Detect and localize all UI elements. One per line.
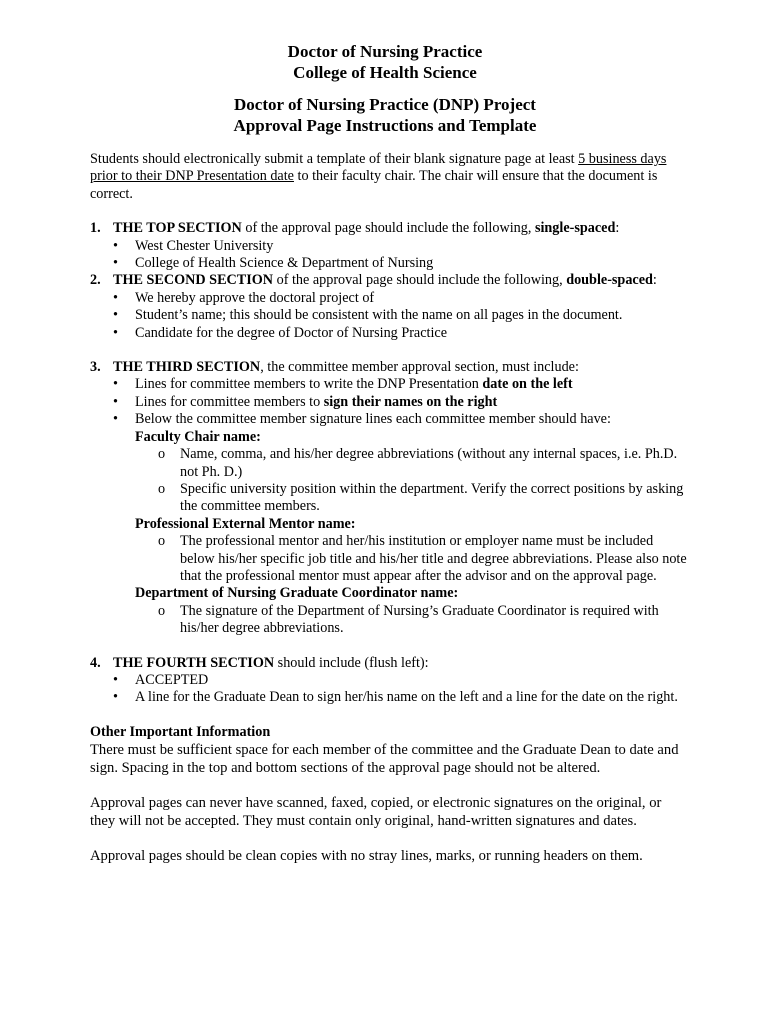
- section-number: 3.: [90, 359, 101, 376]
- college-name: College of Health Science: [293, 63, 477, 82]
- item-text: Lines for committee members to: [135, 393, 324, 410]
- intro-text: Students should electronically submit a template of their blank signature page at least: [90, 151, 579, 167]
- section-heading: THE SECOND SECTION: [113, 272, 274, 289]
- list-item: • Candidate for the degree of Doctor of Nursing Practice: [90, 325, 690, 342]
- title-line-2: Approval Page Instructions and Template: [233, 116, 537, 135]
- sub-list-item: o Specific university position within the department. Verify the correct positions by asking the committee members.: [90, 481, 690, 516]
- section-text: should include (flush left):: [274, 654, 429, 671]
- section-4: [90, 655, 690, 672]
- deadline-underlined: 5 business days prior to their DNP Presentation date: [90, 151, 667, 185]
- section-2-bullets: [90, 290, 690, 342]
- clean-copy-paragraph: Approval pages should be clean copies with no stray lines, marks, or running headers on them.: [90, 848, 643, 865]
- section-1: [90, 220, 690, 237]
- other-info-heading: Other Important Information: [90, 723, 271, 740]
- section-number: 1.: [90, 220, 101, 237]
- sub-list-item: o The professional mentor and her/his institution or employer name must be included below his/her specific job title and his/her title and degree abbreviations. Please also note that the professional mentor must appear after the advisor and on the approval page.: [90, 533, 690, 585]
- title-line-1: Doctor of Nursing Practice (DNP) Project: [234, 95, 536, 114]
- program-name: Doctor of Nursing Practice: [287, 42, 483, 61]
- section-3-bullets: [90, 376, 690, 428]
- list-item: • We hereby approve the doctoral project of: [90, 290, 690, 307]
- signature-rules-paragraph: Approval pages can never have scanned, faxed, copied, or electronic signatures on the original, or they will not be accepted. They must contain only original, hand-written signatures and dates.: [90, 795, 662, 830]
- section-tail: :: [615, 220, 620, 237]
- spacer: [90, 707, 690, 724]
- external-mentor-items: [90, 533, 690, 585]
- intro-text-end: to their faculty chair. The chair will ensure that the document is correct.: [90, 168, 658, 202]
- sub-list-item: o The signature of the Department of Nursing’s Graduate Coordinator is required with his/her degree abbreviations.: [90, 603, 690, 638]
- external-mentor-heading: Professional External Mentor name:: [135, 515, 356, 532]
- item-emphasis: sign their names on the right: [323, 393, 498, 410]
- list-item: [90, 376, 690, 393]
- section-3: [90, 359, 690, 376]
- list-item: [90, 394, 690, 411]
- list-item: • A line for the Graduate Dean to sign her/his name on the left and a line for the date on the right.: [90, 689, 690, 706]
- intro-paragraph: [90, 151, 690, 203]
- section-number: 4.: [90, 654, 101, 671]
- list-item: • ACCEPTED: [90, 672, 690, 689]
- section-heading: THE FOURTH SECTION: [113, 654, 275, 671]
- spacer: [90, 342, 690, 359]
- section-number: 2.: [90, 272, 101, 289]
- section-4-bullets: [90, 672, 690, 707]
- section-heading: THE TOP SECTION: [113, 220, 242, 237]
- section-2: [90, 272, 690, 289]
- item-text: Lines for committee members to write the DNP Presentation: [135, 376, 483, 393]
- section-heading: THE THIRD SECTION: [113, 359, 261, 376]
- section-emphasis: single-spaced: [534, 220, 616, 237]
- sub-list-item: o Name, comma, and his/her degree abbreviations (without any internal spaces, i.e. Ph.D. not Ph. D.): [90, 446, 690, 481]
- spacer: [90, 638, 690, 655]
- section-text: of the approval page should include the following,: [241, 220, 535, 237]
- graduate-coordinator-heading: Department of Nursing Graduate Coordinator name:: [135, 585, 459, 602]
- header-block: [0, 41, 770, 83]
- document-body: [90, 151, 690, 865]
- section-text: of the approval page should include the following,: [273, 272, 567, 289]
- list-item: • College of Health Science & Department of Nursing: [90, 255, 690, 272]
- faculty-chair-items: [90, 446, 690, 516]
- list-item: • Below the committee member signature lines each committee member should have:: [90, 411, 690, 428]
- section-1-bullets: [90, 238, 690, 273]
- faculty-chair-heading: Faculty Chair name:: [135, 428, 261, 445]
- graduate-coordinator-items: [90, 603, 690, 638]
- list-item: • Student’s name; this should be consistent with the name on all pages in the document.: [90, 307, 690, 324]
- other-info-paragraph: There must be sufficient space for each member of the committee and the Graduate Dean to date and sign. Spacing in the top and bottom sections of the approval page should not be altered.: [90, 742, 679, 777]
- item-emphasis: date on the left: [482, 376, 573, 393]
- section-text: , the committee member approval section, must include:: [260, 359, 579, 376]
- document-title: [0, 94, 770, 136]
- list-item: • West Chester University: [90, 238, 690, 255]
- section-tail: :: [652, 272, 657, 289]
- section-emphasis: double-spaced: [566, 272, 653, 289]
